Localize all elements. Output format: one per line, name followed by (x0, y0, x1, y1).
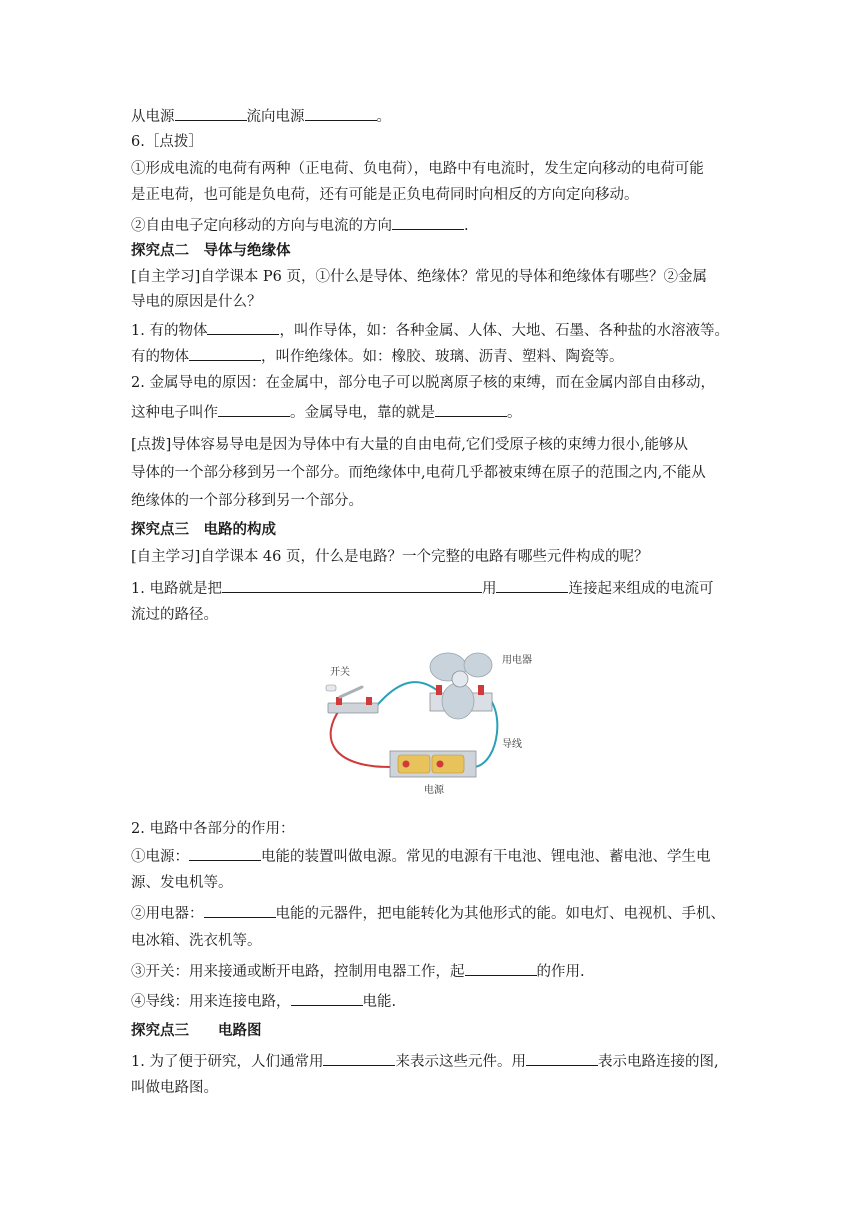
appliance-component (430, 653, 492, 719)
text-line: ①形成电流的电荷有两种（正电荷、负电荷），电路中有电流时，发生定向移动的电荷可能 (131, 161, 704, 177)
text-line: ①电源： 电能的装置叫做电源。常见的电源有干电池、锂电池、蓄电池、学生电 (131, 846, 711, 867)
fill-blank[interactable] (526, 1051, 598, 1066)
text-line: 绝缘体的一个部分移到另一个部分。 (131, 493, 363, 509)
fill-blank[interactable] (207, 320, 279, 335)
circuit-diagram (320, 647, 546, 797)
power-source-label: 电源 (424, 785, 444, 796)
fill-blank[interactable] (323, 1051, 395, 1066)
fan-blade (464, 653, 492, 677)
text-line: [自主学习]自学课本 46 页，什么是电路？一个完整的电路有哪些元件构成的呢？ (131, 549, 649, 565)
text-line: ③开关：用来接通或断开电路，控制用电器工作，起 的作用. (131, 961, 585, 982)
fill-blank[interactable] (218, 402, 290, 417)
fan-blade (442, 683, 474, 719)
fill-blank[interactable] (496, 578, 568, 593)
text-line: 叫做电路图。 (131, 1080, 218, 1096)
wire-label: 导线 (502, 739, 522, 750)
switch-component (326, 685, 378, 713)
power-source-component (390, 751, 476, 777)
text-line: ②自由电子定向移动的方向与电流的方向 . (131, 215, 469, 236)
fill-blank[interactable] (189, 846, 261, 861)
fill-blank[interactable] (204, 903, 276, 918)
text-line: 1. 电路就是把 用 连接起来组成的电流可 (131, 578, 713, 599)
fill-blank[interactable] (392, 215, 464, 230)
text-line: [自主学习]自学课本 P6 页，①什么是导体、绝缘体？常见的导体和绝缘体有哪些？②金属 (131, 269, 708, 285)
text-line: 从电源 流向电源 。 (131, 106, 391, 127)
text-line: 有的物体 ，叫作绝缘体。如：橡胶、玻璃、沥青、塑料、陶瓷等。 (131, 346, 624, 367)
text-line: 是正电荷，也可能是负电荷，还有可能是正负电荷同时向相反的方向定向移动。 (131, 187, 639, 203)
fill-blank[interactable] (305, 106, 377, 121)
text-line: 6.［点拨］ (131, 134, 203, 150)
text-line: 导电的原因是什么？ (131, 294, 262, 310)
text-line: 流过的路径。 (131, 607, 218, 623)
fill-blank[interactable] (465, 961, 537, 976)
fill-blank[interactable] (175, 106, 247, 121)
text-line: [点拨]导体容易导电是因为导体中有大量的自由电荷,它们受原子核的束缚力很小,能够从 (131, 437, 689, 453)
text-line: 2. 金属导电的原因：在金属中，部分电子可以脱离原子核的束缚，而在金属内部自由移动， (131, 375, 715, 391)
text-line: 1. 有的物体 ，叫作导体，如：各种金属、人体、大地、石墨、各种盐的水溶液等。 (131, 320, 729, 341)
section-heading: 探究点二 导体与绝缘体 (131, 243, 291, 259)
red-wire (331, 709, 390, 767)
text-line: ④导线：用来连接电路， 电能. (131, 991, 396, 1012)
section-heading: 探究点三 电路图 (131, 1023, 262, 1039)
blue-wire (374, 682, 438, 709)
section-heading: 探究点三 电路的构成 (131, 522, 276, 538)
text-line: 源、发电机等。 (131, 875, 233, 891)
text-line: 电冰箱、洗衣机等。 (131, 933, 262, 949)
text-line: ②用电器： 电能的元器件，把电能转化为其他形式的能。如电灯、电视机、手机、 (131, 903, 725, 924)
appliance-label: 用电器 (502, 655, 532, 666)
fill-blank[interactable] (189, 346, 261, 361)
text-line: 1. 为了便于研究，人们通常用 来表示这些元件。用 表示电路连接的图, (131, 1051, 719, 1072)
switch-label: 开关 (330, 667, 350, 678)
fill-blank[interactable] (435, 402, 507, 417)
fill-blank[interactable] (222, 578, 482, 593)
text-line: 2. 电路中各部分的作用： (131, 821, 295, 837)
text-line: 导体的一个部分移到另一个部分。而绝缘体中,电荷几乎都被束缚在原子的范围之内,不能从 (131, 465, 706, 481)
fill-blank[interactable] (291, 991, 363, 1006)
text-line: 这种电子叫作 。金属导电，靠的就是 。 (131, 402, 522, 423)
